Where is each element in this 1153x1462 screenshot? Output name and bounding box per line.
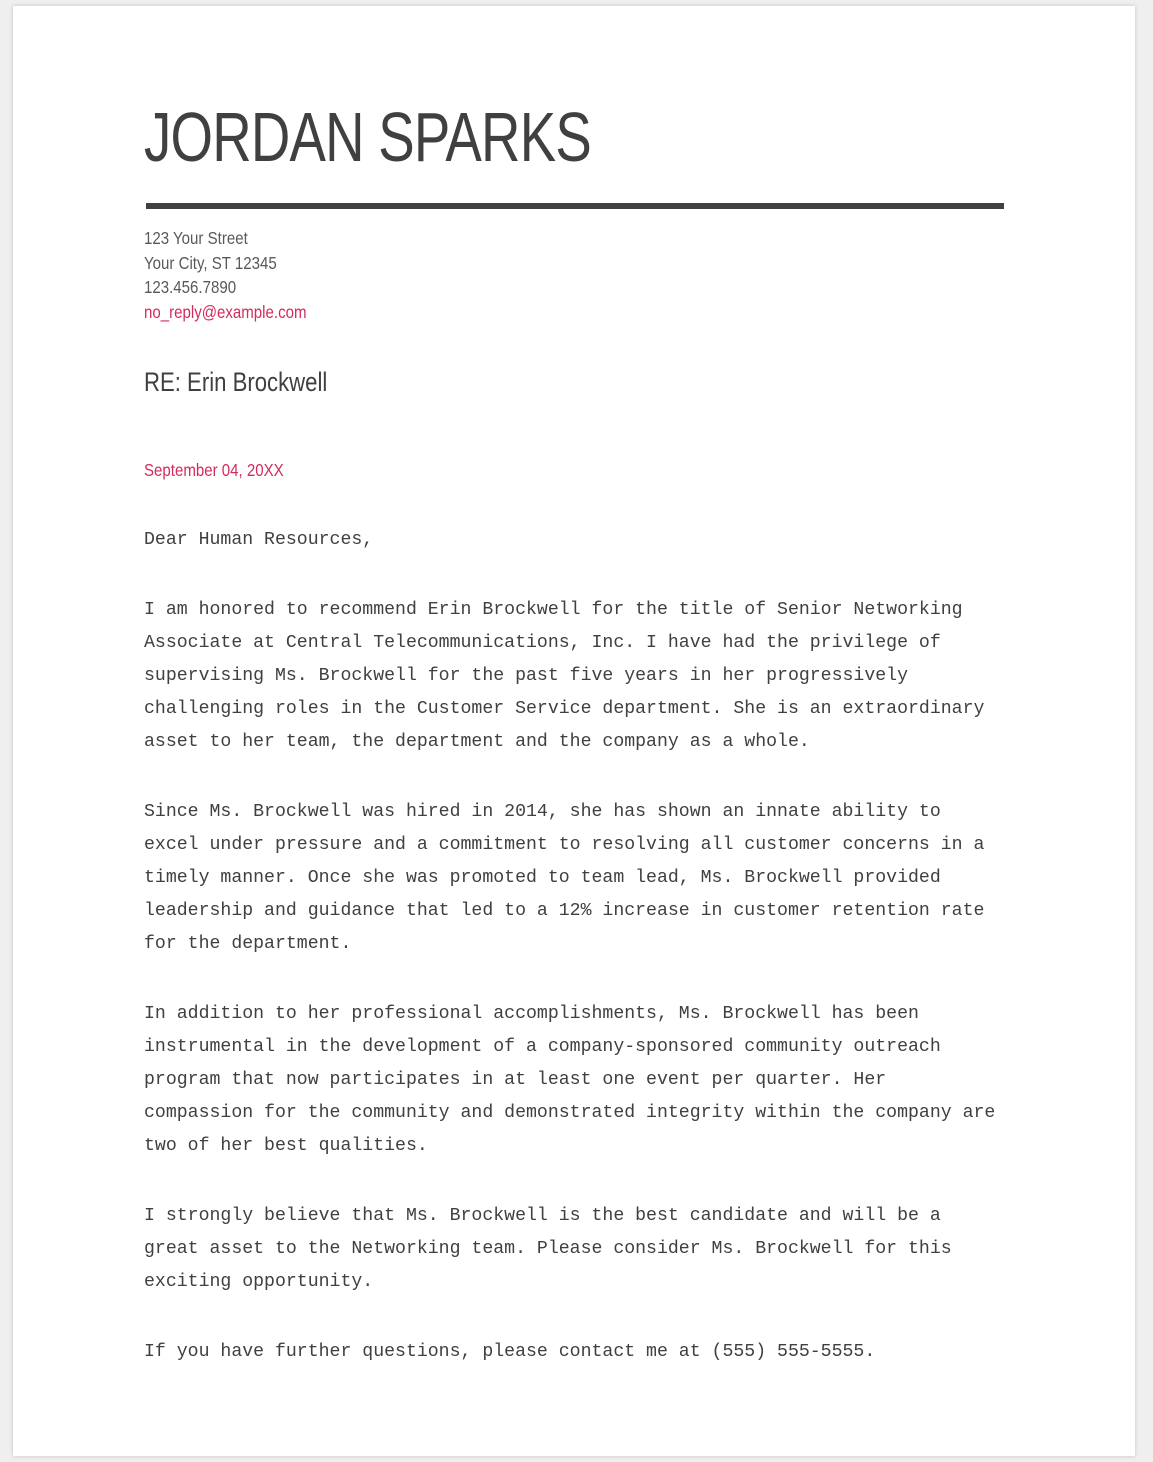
letter-subject: RE: Erin Brockwell <box>144 367 328 397</box>
paragraph-3 <box>144 998 1024 1163</box>
contact-city: Your City, ST 12345 <box>144 252 277 273</box>
contact-block <box>144 226 307 324</box>
paragraph-line: timely manner. Once she was promoted to team lead, Ms. Brockwell provided <box>144 868 941 888</box>
paragraph-line: I am honored to recommend Erin Brockwell for the title of Senior Networking <box>144 600 963 620</box>
paragraph-line: I strongly believe that Ms. Brockwell is the best candidate and will be a <box>144 1206 941 1226</box>
paragraph-line: asset to her team, the department and the company as a whole. <box>144 732 810 752</box>
paragraph-line: In addition to her professional accomplishments, Ms. Brockwell has been <box>144 1004 919 1024</box>
paragraph-line: for the department. <box>144 934 352 954</box>
contact-street: 123 Your Street <box>144 228 248 248</box>
paragraph-line: supervising Ms. Brockwell for the past five years in her progressively <box>144 666 908 686</box>
paragraph-line: Since Ms. Brockwell was hired in 2014, she has shown an innate ability to <box>144 802 941 822</box>
author-name: JORDAN SPARKS <box>144 98 591 176</box>
letter-date: September 04, 20XX <box>144 460 284 480</box>
paragraph-line: If you have further questions, please contact me at (555) 555-5555. <box>144 1342 876 1362</box>
paragraph-line: two of her best qualities. <box>144 1136 428 1156</box>
letter-body <box>144 524 1024 1406</box>
contact-phone: 123.456.7890 <box>144 277 237 297</box>
paragraph-line: challenging roles in the Customer Service department. She is an extraordinary <box>144 699 985 719</box>
paragraph-line: Associate at Central Telecommunications, Inc. I have had the privilege of <box>144 633 941 653</box>
paragraph-line: exciting opportunity. <box>144 1272 374 1292</box>
paragraph-1 <box>144 594 1024 759</box>
header-divider <box>146 203 1004 209</box>
paragraph-line: compassion for the community and demonstrated integrity within the company are <box>144 1103 996 1123</box>
paragraph-line: great asset to the Networking team. Please consider Ms. Brockwell for this <box>144 1239 952 1259</box>
paragraph-2 <box>144 796 1024 961</box>
salutation: Dear Human Resources, <box>144 530 374 550</box>
letter-page <box>13 6 1135 1456</box>
paragraph-4 <box>144 1200 1024 1299</box>
contact-email-link[interactable]: no_reply@example.com <box>144 301 307 322</box>
paragraph-line: leadership and guidance that led to a 12% increase in customer retention rate <box>144 901 985 921</box>
paragraph-line: instrumental in the development of a company-sponsored community outreach <box>144 1037 941 1057</box>
paragraph-line: program that now participates in at least one event per quarter. Her <box>144 1070 887 1090</box>
paragraph-5 <box>144 1336 1024 1369</box>
paragraph-line: excel under pressure and a commitment to resolving all customer concerns in a <box>144 835 985 855</box>
